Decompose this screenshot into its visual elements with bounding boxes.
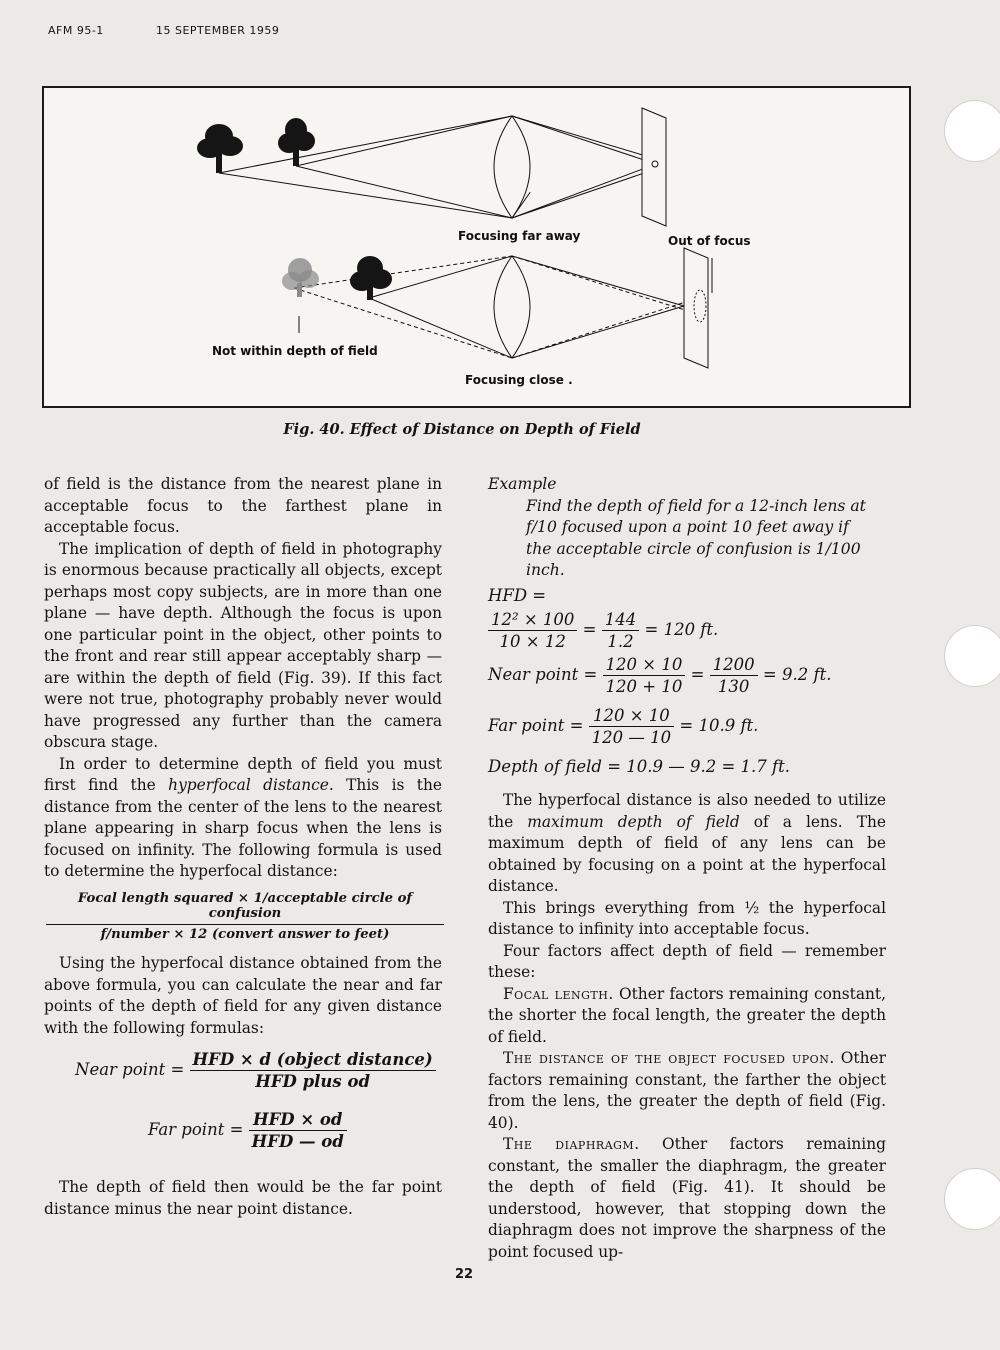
label-not-within-dof: Not within depth of field [212, 344, 378, 358]
right-paragraph-diaphragm: The diaphragm. Other factors remaining constant, the smaller the diaphragm, the greater the depth of field (Fig. 41). It should be understood, however, that stopping down the diaphragm does not improve the sharpness of the point focused up- [488, 1135, 886, 1261]
page-number: 22 [454, 1267, 474, 1282]
near-point-formula: Near point = $\frac{\text{HFD × d (object distance)}}{\text{HFD plus od}}$ [75, 1050, 436, 1091]
right-paragraph-3: Four factors affect depth of field — remember these: [488, 941, 886, 981]
example-depth-of-field: Depth of field = 10.9 — 9.2 = 1.7 ft. [488, 757, 791, 776]
left-paragraph-2: The implication of depth of field in photography is enormous because practically all objects, except perhaps most copy subjects, are in more than one plane — have depth. Although the focus is upon one particular point in the object, other points to the front and rear still appear acceptably sharp — are within the depth of field (Fig. 39). If this fact were not true, photography probably never would have progressed any further than the camera obscura stage. [44, 539, 442, 751]
figure-caption: Fig. 40. Effect of Distance on Depth of Field [283, 421, 641, 438]
factor-heading: The distance of the object focused upon. [503, 1049, 835, 1067]
hyperfocal-term: hyperfocal distance. [168, 776, 334, 794]
hyperfocal-formula-denominator: f/number × 12 (convert answer to feet) [100, 927, 390, 942]
max-dof-term: maximum depth of field [527, 812, 740, 831]
example-far-point: Far point = $\frac{120 \times 10}{120 — 10}$ = 10.9 ft. [488, 706, 759, 747]
right-paragraph-object-distance: The distance of the object focused upon. Other factors remaining constant, the farther the object from the lens, the greater the depth of field (Fig. 40). [488, 1049, 886, 1132]
hyperfocal-formula-numerator: Focal length squared × 1/acceptable circle of confusion [46, 891, 444, 925]
example-hfd-label: HFD = [488, 586, 547, 605]
binder-hole-middle [944, 625, 1000, 687]
example-block [488, 474, 868, 582]
hyperfocal-formula [46, 891, 444, 942]
example-question: Find the depth of field for a 12-inch lens at f/10 focused upon a point 10 feet away if the acceptable circle of confusion is 1/100 inch. [526, 496, 866, 579]
doc-id: AFM 95-1 [48, 24, 104, 37]
example-hfd-formula: $\frac{\text{12² × 100}}{10 \times 12}$ = $\frac{144}{1.2}$ = 120 ft. [488, 610, 718, 651]
left-paragraph-4: Using the hyperfocal distance obtained from the above formula, you can calculate the near and far points of the depth of field for any given distance with the following formulas: [44, 954, 442, 1037]
left-column-lower [44, 953, 442, 1039]
right-paragraph-1: The hyperfocal distance is also needed to utilize the maximum depth of field of a lens. The maximum depth of field of any lens can be obtained by focusing on a point at the hyperfocal distance. [488, 791, 886, 895]
tree-icon-blurred [282, 258, 319, 297]
left-column [44, 474, 442, 883]
label-focusing-close: Focusing close . [465, 373, 573, 387]
right-paragraph-2: This brings everything from ½ the hyperfocal distance to infinity into acceptable focus. [488, 898, 886, 938]
tree-icon-far-top [278, 118, 315, 166]
depth-of-field-diagram [44, 88, 909, 406]
left-paragraph-3: In order to determine depth of field you must first find the hyperfocal distance. This is the distance from the center of the lens to the nearest plane appearing in sharp focus when the lens is focused on infinity. The following formula is used to determine the hyperfocal distance: [44, 754, 442, 880]
example-near-point: Near point = $\frac{120 \times 10}{120 + 10}$ = $\frac{1200}{130}$ = 9.2 ft. [488, 655, 832, 696]
binder-hole-bottom [944, 1168, 1000, 1230]
factor-heading: The diaphragm. [503, 1135, 640, 1153]
figure-40 [42, 86, 911, 408]
left-column-bottom [44, 1177, 442, 1220]
right-column-text [488, 790, 886, 1263]
label-focusing-far: Focusing far away [458, 229, 581, 243]
far-point-formula: Far point = $\frac{\text{HFD × od}}{\text{HFD — od}}$ [148, 1110, 347, 1151]
factor-heading: Focal length. [503, 984, 614, 1003]
example-title: Example [488, 475, 557, 493]
binder-hole-top [944, 100, 1000, 162]
tree-icon-near-top [197, 124, 243, 173]
label-out-of-focus: Out of focus [668, 234, 751, 248]
left-paragraph-1: of field is the distance from the nearest plane in acceptable focus to the farthest plane in acceptable focus. [44, 475, 442, 536]
left-paragraph-5: The depth of field then would be the far point distance minus the near point distance. [44, 1178, 442, 1218]
doc-date: 15 SEPTEMBER 1959 [156, 24, 280, 37]
right-paragraph-focal-length: Focal length. Other factors remaining constant, the shorter the focal length, the greater the depth of field. [488, 984, 887, 1046]
